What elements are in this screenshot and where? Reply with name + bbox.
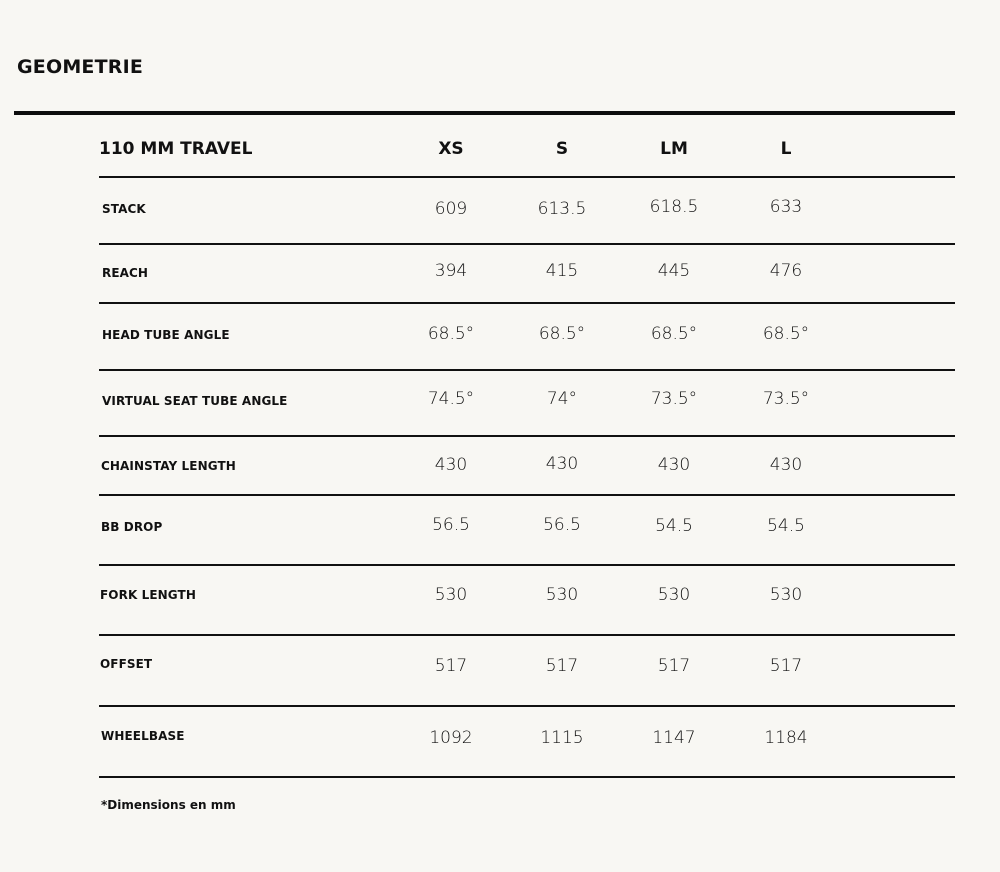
- size-header-lm: LM: [660, 139, 688, 159]
- cell-value: 74°: [546, 389, 578, 409]
- cell-value: 430: [434, 455, 468, 475]
- geometry-table: [99, 120, 955, 778]
- row-label-chainstay-length: CHAINSTAY LENGTH: [101, 459, 236, 473]
- cell-value: 430: [545, 454, 579, 474]
- row-label-virtual-seat-tube-angle: VIRTUAL SEAT TUBE ANGLE: [102, 394, 288, 408]
- row-label-bb-drop: BB DROP: [101, 520, 163, 534]
- table-row: [99, 636, 955, 707]
- cell-value: 68.5°: [650, 324, 698, 344]
- cell-value: 1184: [764, 728, 808, 748]
- cell-value: 430: [769, 455, 803, 475]
- cell-value: 68.5°: [427, 324, 475, 344]
- cell-value: 613.5: [537, 199, 587, 219]
- cell-value: 633: [769, 197, 803, 217]
- cell-value: 415: [545, 261, 579, 281]
- row-label-fork-length: FORK LENGTH: [100, 588, 196, 602]
- cell-value: 74.5°: [427, 389, 475, 409]
- cell-value: 1092: [429, 728, 473, 748]
- cell-value: 530: [434, 585, 468, 605]
- cell-value: 1115: [540, 728, 584, 748]
- row-label-head-tube-angle: HEAD TUBE ANGLE: [102, 328, 230, 342]
- cell-value: 476: [769, 261, 803, 281]
- cell-value: 430: [657, 455, 691, 475]
- cell-value: 56.5: [432, 515, 470, 535]
- cell-value: 618.5: [649, 197, 699, 217]
- cell-value: 394: [434, 261, 468, 281]
- table-row: [99, 707, 955, 778]
- row-label-reach: REACH: [102, 266, 149, 280]
- page-title: GEOMETRIE: [17, 56, 144, 78]
- cell-value: 530: [769, 585, 803, 605]
- cell-value: 54.5: [767, 516, 805, 536]
- table-header-row: [99, 120, 955, 178]
- table-row: [99, 178, 955, 245]
- size-header-xs: XS: [438, 139, 464, 159]
- size-header-l: L: [780, 139, 792, 159]
- cell-value: 73.5°: [650, 389, 698, 409]
- cell-value: 56.5: [543, 515, 581, 535]
- size-header-s: S: [555, 139, 569, 159]
- cell-value: 73.5°: [762, 389, 810, 409]
- cell-value: 517: [545, 656, 579, 676]
- cell-value: 609: [434, 199, 468, 219]
- cell-value: 530: [545, 585, 579, 605]
- row-label-wheelbase: WHEELBASE: [101, 729, 185, 743]
- table-row: [99, 245, 955, 304]
- cell-value: 517: [769, 656, 803, 676]
- table-row: [99, 496, 955, 566]
- table-row: [99, 566, 955, 636]
- title-divider: [14, 111, 955, 115]
- row-label-stack: STACK: [102, 202, 146, 216]
- table-row: [99, 304, 955, 371]
- cell-value: 68.5°: [762, 324, 810, 344]
- units-footnote: *Dimensions en mm: [101, 798, 236, 812]
- cell-value: 517: [657, 656, 691, 676]
- cell-value: 54.5: [655, 516, 693, 536]
- cell-value: 1147: [652, 728, 696, 748]
- row-label-offset: OFFSET: [100, 657, 153, 671]
- table-row: [99, 371, 955, 437]
- cell-value: 68.5°: [538, 324, 586, 344]
- cell-value: 517: [434, 656, 468, 676]
- travel-header-label: 110 MM TRAVEL: [99, 139, 253, 159]
- cell-value: 445: [657, 261, 691, 281]
- table-row: [99, 437, 955, 496]
- cell-value: 530: [657, 585, 691, 605]
